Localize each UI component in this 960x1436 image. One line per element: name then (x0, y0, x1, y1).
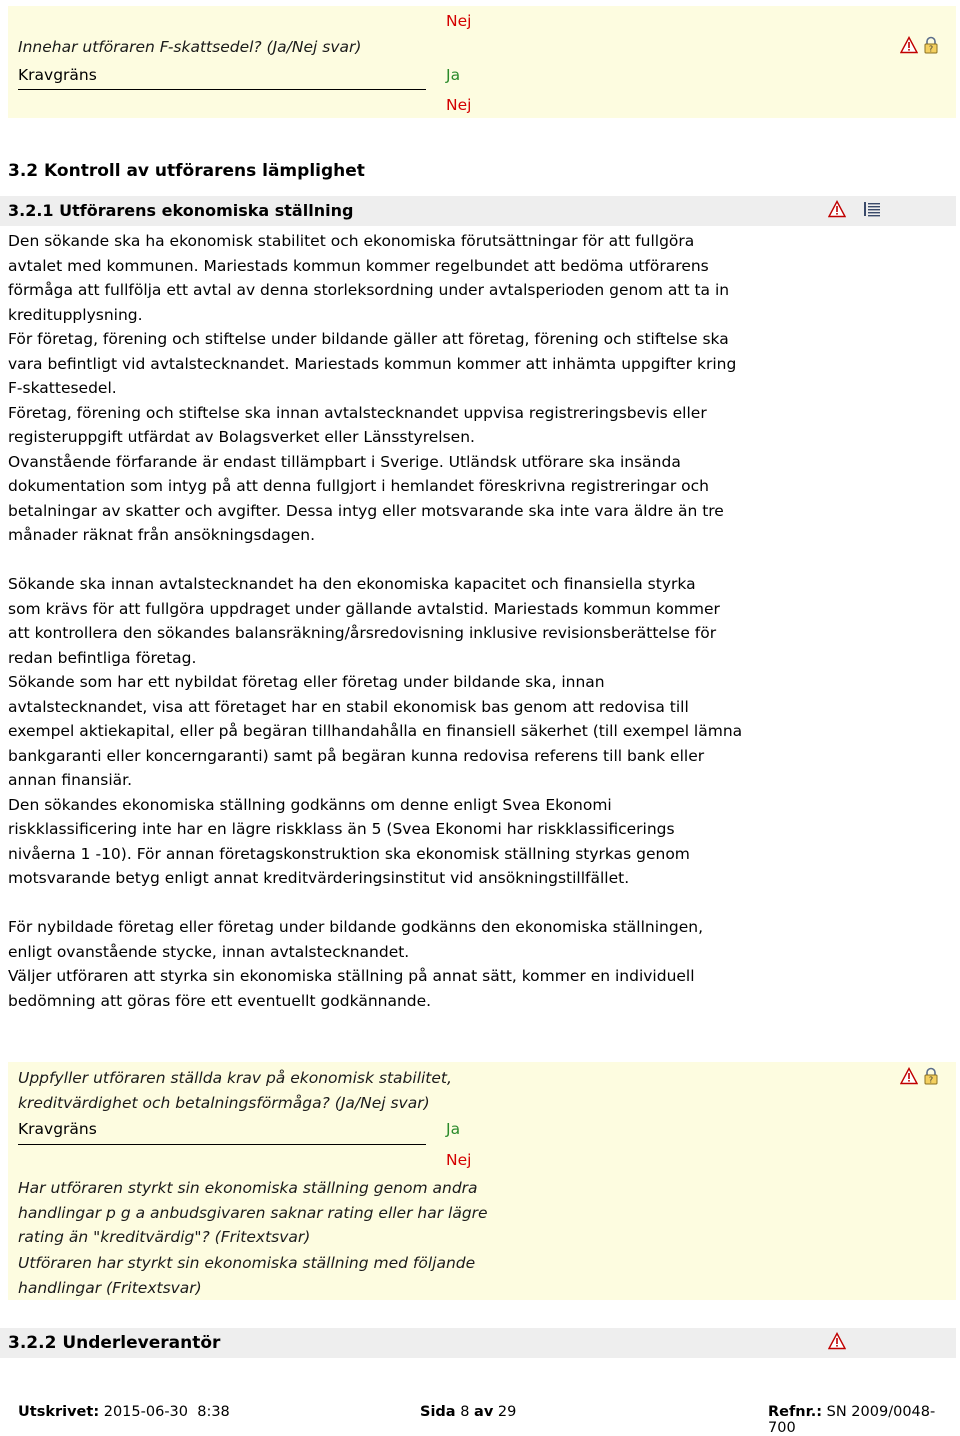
body-line: enligt ovanstående stycke, innan avtalstecknandet. (8, 942, 410, 961)
body-line: bedömning att göras före ett eventuellt godkännande. (8, 991, 432, 1010)
freetext-question-1-line3: rating än "kreditvärdig"? (Fritextsvar) (18, 1228, 311, 1246)
question-ekonomi-line2: kreditvärdighet och betalningsförmåga? (Ja/Nej svar) (18, 1094, 430, 1112)
lock-question-icon[interactable] (922, 36, 940, 54)
body-line: förmåga att fullfölja ett avtal av denna storleksordning under avtalsperioden genom att ta in (8, 281, 730, 299)
printed-label: Utskrivet: (18, 1404, 100, 1420)
body-line: betalningar av skatter och avgifter. Dessa intyg eller motsvarande ska inte vara äldre än tre (8, 501, 724, 520)
body-line: riskklassificering inte har en lägre riskklass än 5 (Svea Ekonomi har riskklassificerings (8, 820, 675, 838)
body-line (8, 548, 908, 573)
body-line: avtalet med kommunen. Mariestads kommun kommer regelbundet att bedöma utförarens (8, 256, 709, 275)
body-line: att kontrollera den sökandes balansräkning/årsredovisning inklusive revisionsberättelse för (8, 624, 717, 642)
question-f-skatt: Innehar utföraren F-skattsedel? (Ja/Nej svar) (18, 38, 362, 56)
body-line: Företag, förening och stiftelse ska innan avtalstecknandet uppvisa registreringsbevis eller (8, 403, 707, 422)
kravgrans-line (18, 89, 426, 90)
option-yes[interactable]: Ja (446, 1120, 461, 1138)
body-line: F-skattesedel. (8, 379, 117, 397)
warning-icon[interactable] (828, 200, 846, 218)
body-line: För företag, förening och stiftelse under bildande gäller att företag, förening och stiftelse ska (8, 330, 729, 348)
option-no[interactable]: Nej (446, 1151, 472, 1169)
body-line: För nybildade företag eller företag under bildande godkänns den ekonomiska ställningen, (8, 918, 703, 936)
freetext-question-2-line2: handlingar (Fritextsvar) (18, 1279, 202, 1297)
body-line: exempel aktiekapital, eller på begäran tillhandahålla en finansiell säkerhet (till exempel lämna (8, 722, 743, 740)
svg-text:?: ? (928, 1075, 934, 1085)
kravgrans-label: Kravgräns (18, 66, 97, 84)
kravgrans-line (18, 1144, 426, 1145)
body-line: vara befintligt vid avtalstecknandet. Mariestads kommun kommer att inhämta uppgifter kring (8, 354, 737, 373)
body-line (8, 891, 908, 916)
page-current: 8 (460, 1404, 470, 1420)
body-line: nivåerna 1 -10). För annan företagskonstruktion ska ekonomisk ställning styrkas genom (8, 844, 690, 863)
footer-page (420, 1404, 516, 1420)
body-line: bankgaranti eller koncerngaranti) samt på begäran kunna redovisa referens till bank eller (8, 746, 705, 765)
warning-icon[interactable] (900, 1067, 918, 1085)
body-line: avtalstecknandet, visa att företaget har en stabil ekonomisk bas genom att redovisa till (8, 697, 689, 716)
body-line: månader räknat från ansökningsdagen. (8, 526, 316, 544)
subsection2-title: 3.2.2 Underleverantör (8, 1333, 221, 1353)
subsection-body (8, 229, 908, 1013)
body-line: annan finansiär. (8, 771, 133, 789)
kravgrans-label: Kravgräns (18, 1120, 97, 1138)
page-of: av (474, 1404, 494, 1420)
warning-icon[interactable] (828, 1332, 846, 1350)
body-line: Den sökandes ekonomiska ställning godkänns om denne enligt Svea Ekonomi (8, 795, 612, 814)
footer-printed (18, 1404, 230, 1420)
body-line: Den sökande ska ha ekonomisk stabilitet och ekonomiska förutsättningar för att fullgöra (8, 232, 695, 250)
page-total: 29 (497, 1404, 517, 1420)
body-line: Väljer utföraren att styrka sin ekonomiska ställning på annat sätt, kommer en individuell (8, 967, 695, 985)
option-no[interactable]: Nej (446, 96, 472, 114)
body-line: som krävs för att fullgöra uppdraget under gällande avtalstid. Mariestads kommun kommer (8, 599, 720, 618)
body-line: registeruppgift utfärdat av Bolagsverket eller Länsstyrelsen. (8, 428, 475, 446)
body-line: motsvarande betyg enligt annat kreditvärderingsinstitut vid ansökningstillfället. (8, 869, 630, 887)
section-title: 3.2 Kontroll av utförarens lämplighet (8, 161, 365, 181)
body-line: Sökande som har ett nybildat företag eller företag under bildande ska, innan (8, 673, 605, 691)
option-yes[interactable]: Ja (446, 66, 461, 84)
body-line: redan befintliga företag. (8, 648, 197, 667)
question-ekonomi-line1: Uppfyller utföraren ställda krav på ekonomisk stabilitet, (18, 1069, 452, 1087)
list-icon[interactable] (863, 200, 881, 218)
freetext-question-1-line2: handlingar p g a anbudsgivaren saknar rating eller har lägre (18, 1204, 488, 1222)
body-line: dokumentation som intyg på att denna fullgjort i hemlandet föreskrivna registreringar och (8, 477, 709, 495)
answer-value: Nej (446, 12, 472, 30)
question-box-f-skatt (8, 6, 956, 118)
body-line: Sökande ska innan avtalstecknandet ha den ekonomiska kapacitet och finansiella styrka (8, 575, 696, 593)
warning-icon[interactable] (900, 36, 918, 54)
footer-ref (768, 1404, 960, 1436)
subsection-title: 3.2.1 Utförarens ekonomiska ställning (8, 201, 354, 220)
ref-value: SN 2009/0048-700 (768, 1404, 936, 1436)
lock-question-icon[interactable] (922, 1067, 940, 1085)
ref-label: Refnr.: (768, 1404, 823, 1420)
page-label: Sida (420, 1404, 456, 1420)
body-line: kreditupplysning. (8, 305, 143, 324)
printed-value: 2015-06-30 8:38 (103, 1404, 230, 1420)
freetext-question-2-line1: Utföraren har styrkt sin ekonomiska ställning med följande (18, 1254, 476, 1272)
freetext-question-1-line1: Har utföraren styrkt sin ekonomiska ställning genom andra (18, 1179, 478, 1197)
svg-text:?: ? (928, 44, 934, 54)
body-line: Ovanstående förfarande är endast tillämpbart i Sverige. Utländsk utförare ska insända (8, 452, 681, 471)
